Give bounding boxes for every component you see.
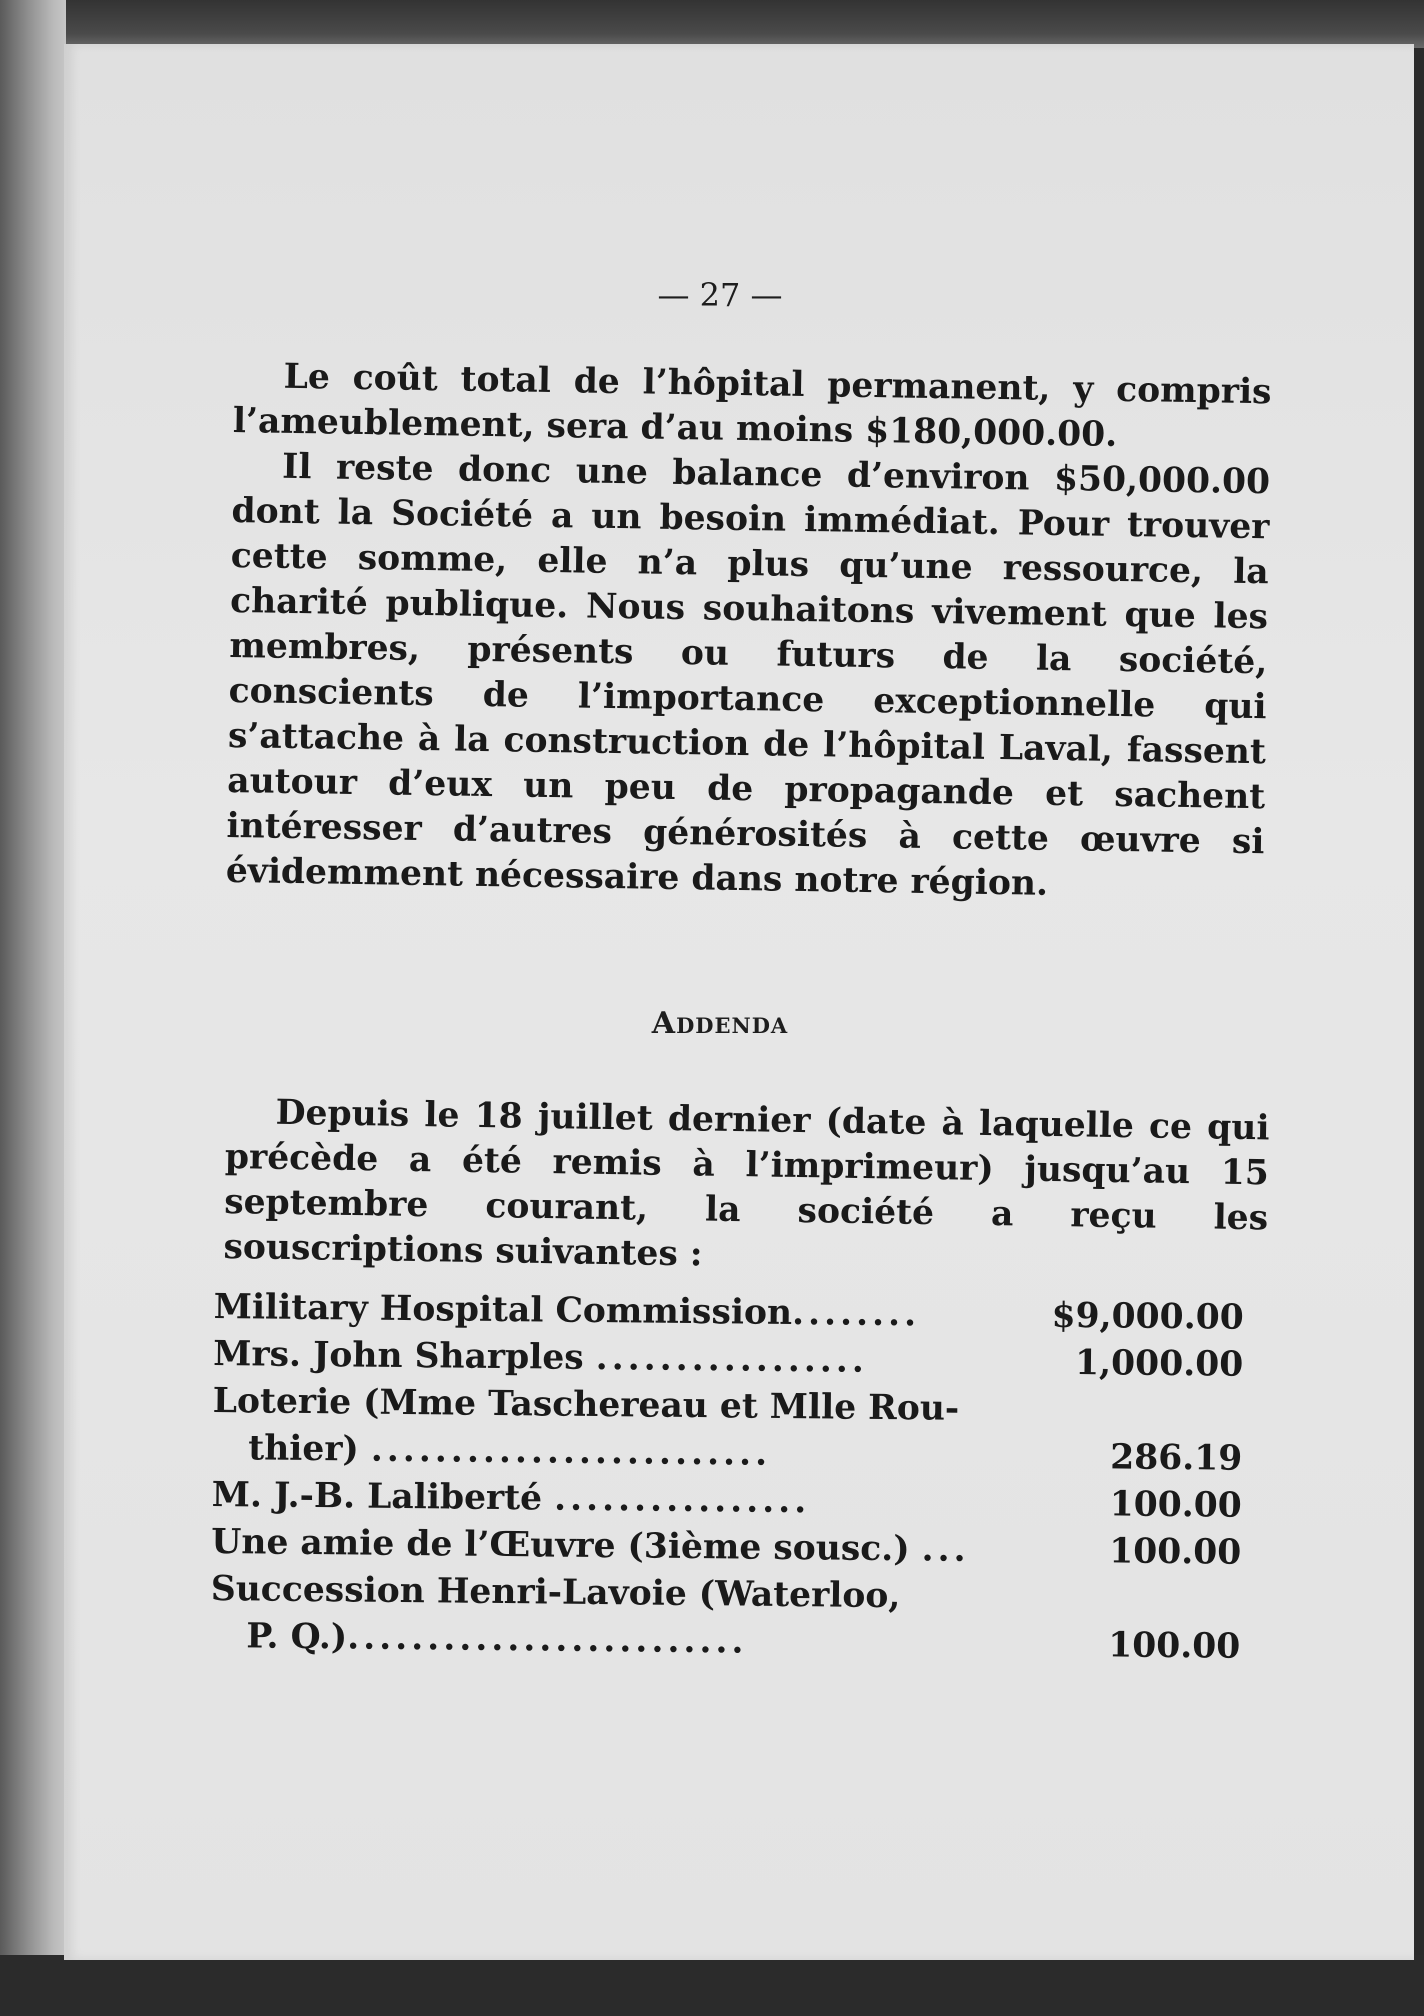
subscription-list <box>210 1284 1274 1671</box>
subscription-amount: 1,000.00 <box>1074 1343 1244 1385</box>
subscription-amount: 100.00 <box>1108 1625 1241 1667</box>
paragraph-cost: Le coût total de l’hôpital permanent, y compris l’ameublement, sera d’au moins $180,000.00. <box>232 356 1272 455</box>
subscription-name: Loterie (Mme Taschereau et Mlle Rou- thier) ......................... <box>212 1380 960 1474</box>
scan-bottom-border <box>0 1955 1424 2016</box>
body-text <box>226 354 1272 910</box>
dot-leader: ......................... <box>347 1617 748 1662</box>
subscription-row <box>210 1566 1271 1671</box>
dot-leader: ........ <box>791 1293 921 1335</box>
dot-leader: ... <box>921 1529 970 1570</box>
book-spine <box>0 0 66 2016</box>
addenda-heading: Addenda <box>651 1006 789 1041</box>
scan-top-border <box>0 0 1424 48</box>
subscription-name: Succession Henri-Lavoie (Waterloo, P. Q.)......................... <box>210 1568 901 1662</box>
subscription-amount: 286.19 <box>1109 1437 1243 1479</box>
subscription-name: Military Hospital Commission........ <box>213 1286 921 1335</box>
subscription-name: Une amie de l’Œuvre (3ième sousc.) ... <box>211 1521 970 1570</box>
subscription-name: M. J.-B. Laliberté ................ <box>211 1474 811 1522</box>
book-page <box>64 44 1414 1960</box>
page-number: — 27 — <box>657 276 783 314</box>
dot-leader: ................. <box>595 1338 869 1381</box>
dot-leader: ......................... <box>370 1429 772 1474</box>
subscription-row <box>212 1378 1273 1483</box>
subscription-name: Mrs. John Sharples ................. <box>213 1333 869 1381</box>
subscription-amount: $9,000.00 <box>1051 1295 1244 1338</box>
addenda-intro <box>223 1090 1270 1286</box>
paragraph-appeal: Il reste donc une balance d’environ $50,000.00 dont la Société a un besoin immédiat. Pour trouver cette somme, elle n’a plus qu’une ressource, la charité publique. Nous souhaitons vivement que les membres, présents ou futurs de la société, conscients de l’importance exceptionnelle qui s’attache à la construction de l’hôpital Laval, fassent autour d’eux un peu de propagande et sachent intéresser d’autres générosités à cette œuvre si évidemment nécessaire dans notre région. <box>225 446 1271 904</box>
addenda-intro-paragraph: Depuis le 18 juillet dernier (date à laquelle ce qui précède a été remis à l’imprimeur) jusqu’au 15 septembre courant, la société a reçu les souscriptions suivantes : <box>223 1092 1270 1275</box>
subscription-amount: 100.00 <box>1108 1531 1242 1573</box>
dot-leader: ................ <box>553 1478 811 1522</box>
subscription-amount: 100.00 <box>1109 1484 1242 1526</box>
